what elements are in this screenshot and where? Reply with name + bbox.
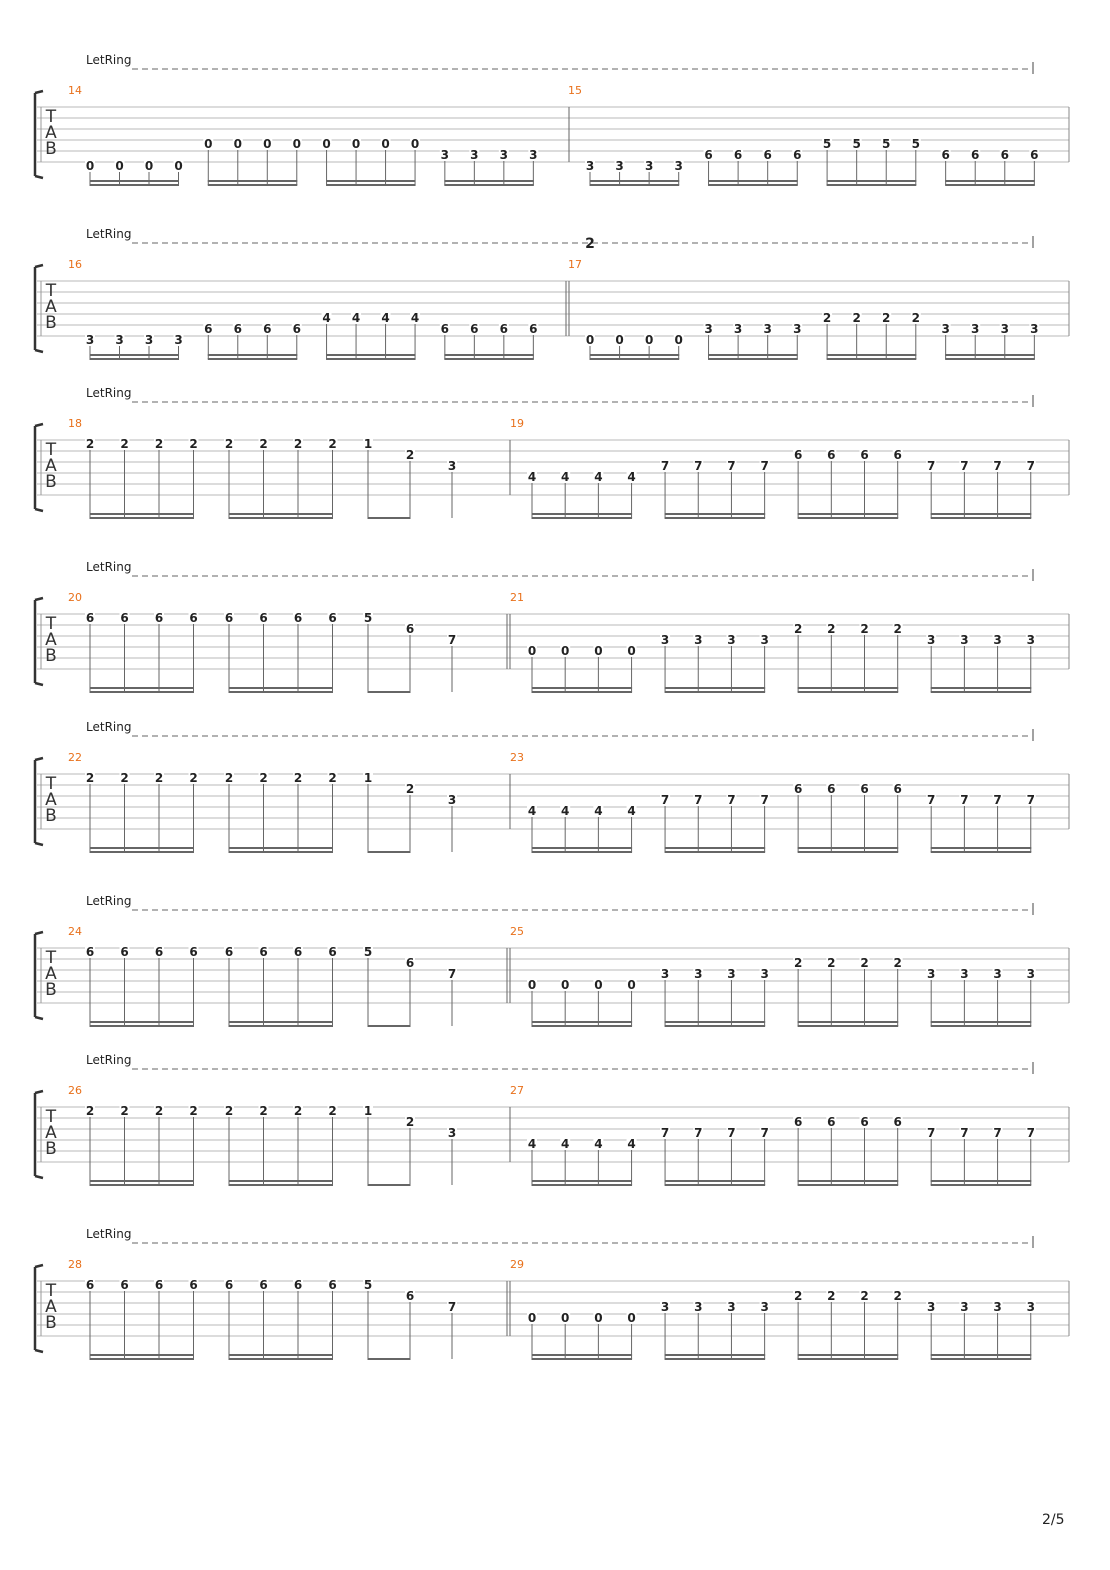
fret-number: 7	[760, 1126, 769, 1140]
fret-number: 4	[527, 470, 537, 484]
fret-number: 3	[1030, 322, 1039, 336]
fret-number: 0	[233, 137, 242, 151]
fret-number: 2	[822, 311, 832, 325]
fret-number: 7	[694, 459, 703, 473]
fret-number: 6	[293, 611, 303, 625]
fret-number: 6	[189, 1278, 198, 1292]
fret-number: 7	[1026, 459, 1035, 473]
fret-number: 0	[585, 333, 595, 347]
fret-number: 3	[704, 322, 713, 336]
fret-number: 2	[154, 1104, 164, 1118]
fret-number: 6	[204, 322, 213, 336]
fret-number: 6	[893, 1115, 902, 1129]
system-brace	[35, 91, 43, 178]
fret-number: 6	[224, 945, 234, 959]
fret-number: 4	[561, 470, 570, 484]
measure-number: 29	[510, 1258, 524, 1271]
let-ring-mark: 2	[585, 236, 595, 252]
fret-number: 4	[627, 804, 636, 818]
measure-number: 24	[68, 925, 82, 938]
fret-number: 7	[993, 793, 1002, 807]
fret-number: 6	[189, 945, 198, 959]
system-brace	[35, 1265, 43, 1352]
fret-number: 4	[322, 311, 331, 325]
fret-number: 0	[263, 137, 272, 151]
fret-number: 3	[694, 633, 703, 647]
tab-clef-letter: B	[45, 806, 57, 826]
fret-number: 0	[627, 978, 636, 992]
fret-number: 7	[727, 793, 736, 807]
fret-number: 6	[529, 322, 538, 336]
tab-system	[35, 894, 1069, 1026]
fret-number: 1	[363, 437, 373, 451]
fret-number: 6	[224, 1278, 234, 1292]
fret-number: 0	[527, 644, 537, 658]
fret-number: 2	[259, 1104, 268, 1118]
tab-clef-letter: B	[45, 646, 57, 666]
fret-number: 3	[927, 1300, 936, 1314]
fret-number: 4	[627, 1137, 636, 1151]
fret-number: 3	[144, 333, 154, 347]
let-ring-label: LetRing	[86, 1053, 132, 1067]
page-number: 2/5	[1042, 1512, 1065, 1528]
measure-number: 25	[510, 925, 524, 938]
fret-number: 2	[860, 956, 869, 970]
fret-number: 2	[328, 1104, 337, 1118]
fret-number: 2	[827, 956, 836, 970]
tab-clef-letter: A	[45, 964, 57, 984]
fret-number: 3	[447, 1126, 457, 1140]
fret-number: 7	[694, 1126, 703, 1140]
fret-number: 3	[733, 322, 743, 336]
fret-number: 3	[1000, 322, 1009, 336]
tab-clef-letter: B	[45, 1139, 57, 1159]
measure-number: 23	[510, 751, 524, 764]
fret-number: 6	[941, 148, 950, 162]
tab-clef-letter: B	[45, 980, 57, 1000]
fret-number: 6	[259, 611, 268, 625]
fret-number: 0	[561, 644, 570, 658]
fret-number: 6	[263, 322, 272, 336]
fret-number: 1	[363, 1104, 373, 1118]
measure-number: 18	[68, 417, 82, 430]
fret-number: 6	[85, 945, 95, 959]
fret-number: 3	[660, 633, 670, 647]
fret-number: 0	[561, 1311, 570, 1325]
fret-number: 6	[293, 945, 303, 959]
tab-clef-letter: T	[45, 948, 57, 968]
fret-number: 6	[860, 1115, 869, 1129]
tab-system	[35, 560, 1069, 692]
fret-number: 3	[660, 967, 670, 981]
let-ring-label: LetRing	[86, 53, 132, 67]
fret-number: 3	[85, 333, 95, 347]
measure-number: 15	[568, 84, 582, 97]
tab-clef-letter: B	[45, 1313, 57, 1333]
fret-number: 6	[328, 1278, 337, 1292]
fret-number: 2	[85, 1104, 95, 1118]
fret-number: 7	[993, 459, 1002, 473]
fret-number: 6	[259, 945, 268, 959]
fret-number: 7	[993, 1126, 1002, 1140]
fret-number: 6	[971, 148, 980, 162]
measure-number: 27	[510, 1084, 524, 1097]
fret-number: 6	[154, 1278, 164, 1292]
fret-number: 2	[120, 1104, 129, 1118]
tab-clef-letter: A	[45, 790, 57, 810]
fret-number: 7	[960, 1126, 969, 1140]
fret-number: 6	[405, 956, 415, 970]
fret-number: 3	[960, 967, 969, 981]
fret-number: 2	[259, 437, 268, 451]
fret-number: 7	[960, 459, 969, 473]
fret-number: 2	[259, 771, 268, 785]
fret-number: 6	[189, 611, 198, 625]
fret-number: 3	[760, 633, 769, 647]
fret-number: 2	[154, 771, 164, 785]
fret-number: 2	[893, 622, 902, 636]
fret-number: 7	[447, 1300, 457, 1314]
fret-number: 7	[927, 1126, 936, 1140]
let-ring-label: LetRing	[86, 1227, 132, 1241]
fret-number: 4	[594, 804, 603, 818]
fret-number: 5	[363, 945, 373, 959]
tab-clef-letter: T	[45, 614, 57, 634]
tab-clef-letter: T	[45, 1281, 57, 1301]
tab-clef-letter: B	[45, 472, 57, 492]
fret-number: 3	[760, 1300, 769, 1314]
fret-number: 0	[594, 644, 603, 658]
fret-number: 3	[763, 322, 772, 336]
fret-number: 3	[727, 967, 736, 981]
fret-number: 0	[627, 1311, 636, 1325]
tab-clef-letter: A	[45, 123, 57, 143]
fret-number: 6	[292, 322, 301, 336]
fret-number: 4	[561, 804, 570, 818]
fret-number: 3	[115, 333, 124, 347]
tab-system	[35, 1053, 1069, 1185]
fret-number: 3	[993, 1300, 1002, 1314]
fret-number: 3	[694, 967, 703, 981]
fret-number: 2	[189, 437, 198, 451]
fret-number: 3	[447, 793, 457, 807]
fret-number: 4	[594, 470, 603, 484]
fret-number: 6	[259, 1278, 268, 1292]
system-brace	[35, 932, 43, 1019]
fret-number: 6	[893, 782, 902, 796]
fret-number: 3	[727, 633, 736, 647]
fret-number: 3	[993, 967, 1002, 981]
fret-number: 6	[733, 148, 743, 162]
system-brace	[35, 758, 43, 845]
measure-number: 17	[568, 258, 582, 271]
fret-number: 2	[189, 1104, 198, 1118]
fret-number: 4	[627, 470, 636, 484]
fret-number: 2	[405, 448, 415, 462]
fret-number: 4	[561, 1137, 570, 1151]
fret-number: 1	[363, 771, 373, 785]
fret-number: 0	[627, 644, 636, 658]
fret-number: 4	[381, 311, 390, 325]
fret-number: 6	[154, 611, 164, 625]
fret-number: 2	[85, 771, 95, 785]
fret-number: 3	[971, 322, 980, 336]
fret-number: 3	[993, 633, 1002, 647]
fret-number: 6	[763, 148, 772, 162]
fret-number: 3	[529, 148, 538, 162]
let-ring-label: LetRing	[86, 720, 132, 734]
measure-number: 16	[68, 258, 82, 271]
fret-number: 6	[793, 782, 803, 796]
fret-number: 3	[615, 159, 624, 173]
fret-number: 7	[447, 967, 457, 981]
fret-number: 2	[852, 311, 861, 325]
fret-number: 6	[328, 945, 337, 959]
fret-number: 6	[499, 322, 509, 336]
fret-number: 4	[410, 311, 420, 325]
tab-clef-letter: B	[45, 313, 57, 333]
fret-number: 5	[363, 1278, 373, 1292]
fret-number: 4	[594, 1137, 603, 1151]
fret-number: 6	[793, 448, 803, 462]
fret-number: 3	[941, 322, 950, 336]
fret-number: 6	[470, 322, 479, 336]
fret-number: 7	[760, 459, 769, 473]
tab-clef-letter: A	[45, 630, 57, 650]
fret-number: 2	[860, 1289, 869, 1303]
fret-number: 7	[694, 793, 703, 807]
system-brace	[35, 265, 43, 352]
fret-number: 7	[660, 1126, 670, 1140]
fret-number: 5	[822, 137, 832, 151]
fret-number: 2	[120, 771, 129, 785]
fret-number: 7	[760, 793, 769, 807]
fret-number: 6	[827, 782, 836, 796]
fret-number: 2	[405, 1115, 415, 1129]
fret-number: 0	[174, 159, 183, 173]
fret-number: 6	[405, 622, 415, 636]
fret-number: 3	[793, 322, 802, 336]
fret-number: 0	[204, 137, 213, 151]
system-brace	[35, 424, 43, 511]
fret-number: 3	[447, 459, 457, 473]
fret-number: 0	[594, 1311, 603, 1325]
fret-number: 6	[233, 322, 242, 336]
measure-number: 14	[68, 84, 82, 97]
fret-number: 2	[860, 622, 869, 636]
fret-number: 0	[144, 159, 154, 173]
fret-number: 2	[882, 311, 891, 325]
tab-clef-letter: B	[45, 139, 57, 159]
fret-number: 0	[115, 159, 124, 173]
fret-number: 2	[224, 771, 234, 785]
fret-number: 0	[674, 333, 683, 347]
fret-number: 2	[793, 1289, 803, 1303]
fret-number: 2	[893, 956, 902, 970]
fret-number: 4	[527, 804, 537, 818]
fret-number: 4	[527, 1137, 537, 1151]
let-ring-label: LetRing	[86, 386, 132, 400]
fret-number: 7	[927, 793, 936, 807]
fret-number: 0	[527, 978, 537, 992]
fret-number: 7	[727, 1126, 736, 1140]
system-brace	[35, 1091, 43, 1178]
tab-clef-letter: T	[45, 1107, 57, 1127]
tab-clef-letter: A	[45, 1297, 57, 1317]
fret-number: 3	[727, 1300, 736, 1314]
fret-number: 6	[893, 448, 902, 462]
fret-number: 3	[1026, 967, 1035, 981]
fret-number: 6	[704, 148, 713, 162]
tab-clef-letter: A	[45, 297, 57, 317]
tab-clef-letter: T	[45, 440, 57, 460]
fret-number: 3	[440, 148, 450, 162]
fret-number: 7	[1026, 1126, 1035, 1140]
fret-number: 0	[322, 137, 331, 151]
fret-number: 3	[927, 967, 936, 981]
fret-number: 3	[960, 1300, 969, 1314]
fret-number: 6	[440, 322, 450, 336]
fret-number: 2	[893, 1289, 902, 1303]
fret-number: 6	[328, 611, 337, 625]
fret-number: 3	[927, 633, 936, 647]
fret-number: 7	[660, 793, 670, 807]
fret-number: 7	[927, 459, 936, 473]
fret-number: 3	[760, 967, 769, 981]
fret-number: 6	[224, 611, 234, 625]
fret-number: 6	[154, 945, 164, 959]
fret-number: 3	[960, 633, 969, 647]
fret-number: 6	[860, 782, 869, 796]
system-brace	[35, 598, 43, 685]
fret-number: 6	[85, 1278, 95, 1292]
fret-number: 4	[351, 311, 361, 325]
tab-clef-letter: A	[45, 456, 57, 476]
fret-number: 7	[1026, 793, 1035, 807]
let-ring-label: LetRing	[86, 227, 132, 241]
fret-number: 3	[174, 333, 183, 347]
fret-number: 6	[827, 448, 836, 462]
fret-number: 0	[594, 978, 603, 992]
fret-number: 6	[85, 611, 95, 625]
fret-number: 5	[911, 137, 920, 151]
fret-number: 3	[585, 159, 595, 173]
fret-number: 7	[660, 459, 670, 473]
fret-number: 0	[410, 137, 420, 151]
fret-number: 2	[328, 437, 337, 451]
fret-number: 6	[827, 1115, 836, 1129]
tab-system	[35, 720, 1069, 852]
fret-number: 2	[793, 956, 803, 970]
fret-number: 2	[405, 782, 415, 796]
fret-number: 0	[381, 137, 390, 151]
fret-number: 0	[85, 159, 95, 173]
fret-number: 3	[1026, 1300, 1035, 1314]
fret-number: 2	[793, 622, 803, 636]
fret-number: 2	[189, 771, 198, 785]
fret-number: 2	[911, 311, 920, 325]
fret-number: 3	[674, 159, 683, 173]
fret-number: 6	[860, 448, 869, 462]
fret-number: 0	[615, 333, 624, 347]
fret-number: 6	[405, 1289, 415, 1303]
measure-number: 20	[68, 591, 82, 604]
tab-clef-letter: A	[45, 1123, 57, 1143]
fret-number: 6	[1000, 148, 1009, 162]
fret-number: 3	[694, 1300, 703, 1314]
fret-number: 0	[561, 978, 570, 992]
tab-clef-letter: T	[45, 281, 57, 301]
fret-number: 2	[293, 771, 303, 785]
fret-number: 3	[660, 1300, 670, 1314]
fret-number: 3	[644, 159, 654, 173]
fret-number: 5	[852, 137, 861, 151]
tab-system	[35, 386, 1069, 518]
fret-number: 2	[224, 437, 234, 451]
fret-number: 3	[470, 148, 479, 162]
fret-number: 7	[727, 459, 736, 473]
fret-number: 2	[224, 1104, 234, 1118]
measure-number: 21	[510, 591, 524, 604]
fret-number: 2	[120, 437, 129, 451]
tab-system	[35, 227, 1069, 359]
fret-number: 6	[293, 1278, 303, 1292]
fret-number: 6	[1030, 148, 1039, 162]
fret-number: 7	[960, 793, 969, 807]
fret-number: 6	[793, 1115, 803, 1129]
fret-number: 2	[154, 437, 164, 451]
measure-number: 26	[68, 1084, 82, 1097]
fret-number: 2	[827, 622, 836, 636]
fret-number: 7	[447, 633, 457, 647]
measure-number: 22	[68, 751, 82, 764]
fret-number: 0	[644, 333, 654, 347]
measure-number: 28	[68, 1258, 82, 1271]
fret-number: 2	[827, 1289, 836, 1303]
fret-number: 6	[120, 1278, 129, 1292]
fret-number: 0	[527, 1311, 537, 1325]
fret-number: 3	[499, 148, 509, 162]
measure-number: 19	[510, 417, 524, 430]
fret-number: 2	[328, 771, 337, 785]
fret-number: 3	[1026, 633, 1035, 647]
fret-number: 5	[363, 611, 373, 625]
let-ring-label: LetRing	[86, 560, 132, 574]
fret-number: 6	[793, 148, 802, 162]
fret-number: 2	[293, 1104, 303, 1118]
fret-number: 2	[293, 437, 303, 451]
tab-clef-letter: T	[45, 774, 57, 794]
fret-number: 6	[120, 611, 129, 625]
fret-number: 6	[120, 945, 129, 959]
tab-clef-letter: T	[45, 107, 57, 127]
fret-number: 0	[292, 137, 301, 151]
tab-system	[35, 1227, 1069, 1359]
fret-number: 5	[882, 137, 891, 151]
tab-system	[35, 53, 1069, 185]
fret-number: 2	[85, 437, 95, 451]
let-ring-label: LetRing	[86, 894, 132, 908]
fret-number: 0	[351, 137, 361, 151]
